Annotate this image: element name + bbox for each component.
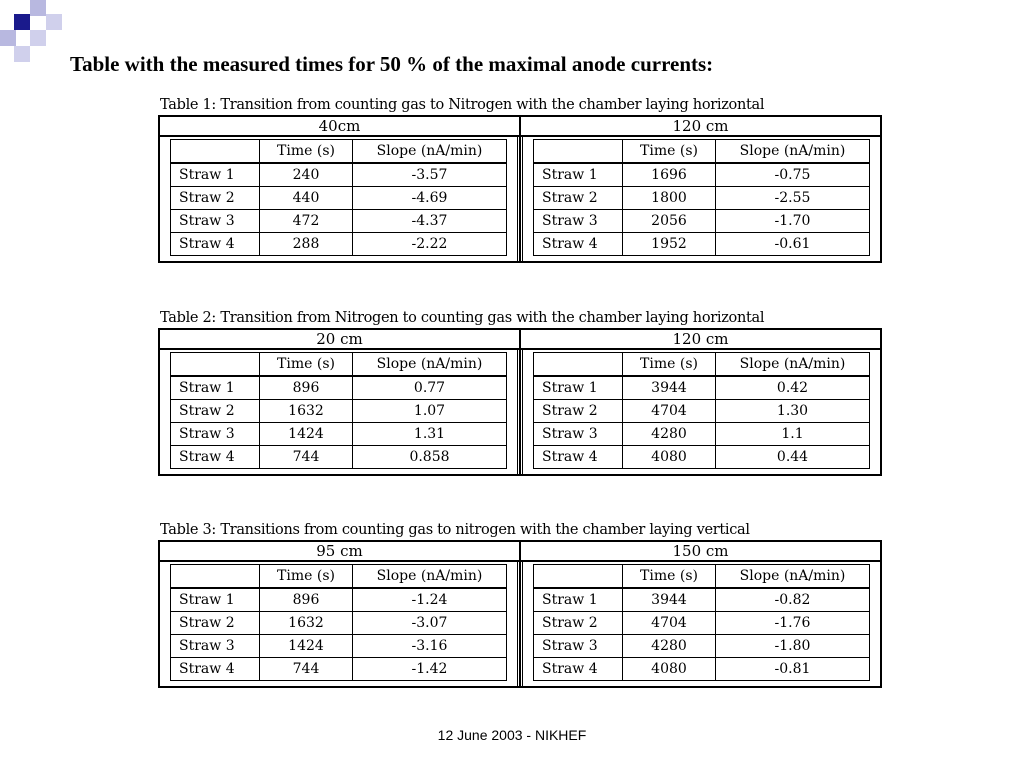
time-value: 440 [260,187,353,210]
column-header-label [534,353,623,377]
straw-label: Straw 1 [534,163,623,187]
table-row [171,446,507,469]
column-header-time: Time (s) [623,140,716,164]
table-row [534,423,870,446]
column-header-time: Time (s) [260,140,353,164]
column-header-slope: Slope (nA/min) [353,140,507,164]
straw-label: Straw 4 [534,233,623,256]
column-header-slope: Slope (nA/min) [353,565,507,589]
slope-value: -0.75 [716,163,870,187]
table-2 [158,308,882,476]
table-row [171,233,507,256]
measurement-table [533,352,870,469]
table-row [534,210,870,233]
corner-square [14,46,30,62]
slope-value: -3.07 [353,612,507,635]
time-value: 1424 [260,423,353,446]
time-value: 3944 [623,588,716,612]
straw-label: Straw 1 [534,588,623,612]
column-header-label [171,353,260,377]
column-header-row [534,353,870,377]
table-header-row [158,540,882,562]
table-row [171,400,507,423]
column-header-row [534,565,870,589]
straw-label: Straw 3 [534,210,623,233]
table-row [534,187,870,210]
table-header-row [158,115,882,137]
slope-value: 1.31 [353,423,507,446]
corner-square [0,30,16,46]
table-row [534,446,870,469]
time-value: 1424 [260,635,353,658]
time-value: 1952 [623,233,716,256]
column-header-label [171,565,260,589]
right-subtable [520,137,880,261]
straw-label: Straw 3 [534,423,623,446]
slide-footer: 12 June 2003 - NIKHEF [437,727,587,743]
straw-label: Straw 2 [534,187,623,210]
straw-label: Straw 4 [171,233,260,256]
straw-label: Straw 1 [171,588,260,612]
table-1 [158,95,882,263]
column-header-row [534,140,870,164]
table-caption: Table 1: Transition from counting gas to Nitrogen with the chamber laying horizontal [160,97,765,113]
table-row [534,233,870,256]
slide-title: Table with the measured times for 50 % of the maximal anode currents: [70,52,714,76]
column-header-row [171,353,507,377]
corner-square [46,14,62,30]
column-header-slope: Slope (nA/min) [353,353,507,377]
table-row [171,376,507,400]
slope-value: -1.42 [353,658,507,681]
straw-label: Straw 4 [534,658,623,681]
slope-value: -2.22 [353,233,507,256]
slope-value: -1.80 [716,635,870,658]
table-row [534,612,870,635]
left-header: 95 cm [316,542,363,560]
slope-value: 0.42 [716,376,870,400]
time-value: 4280 [623,423,716,446]
time-value: 4280 [623,635,716,658]
table-row [534,658,870,681]
left-subtable [160,137,520,261]
column-header-label [171,140,260,164]
column-header-time: Time (s) [623,353,716,377]
slope-value: -0.61 [716,233,870,256]
column-header-slope: Slope (nA/min) [716,565,870,589]
straw-label: Straw 1 [171,163,260,187]
corner-square [14,14,30,30]
time-value: 472 [260,210,353,233]
time-value: 1696 [623,163,716,187]
column-header-row [171,565,507,589]
table-body [158,137,882,263]
column-header-time: Time (s) [623,565,716,589]
table-row [171,635,507,658]
time-value: 896 [260,588,353,612]
column-header-time: Time (s) [260,565,353,589]
straw-label: Straw 3 [171,210,260,233]
left-header: 20 cm [316,330,363,348]
straw-label: Straw 4 [171,658,260,681]
table-body [158,350,882,476]
straw-label: Straw 1 [171,376,260,400]
measurement-table [533,564,870,681]
slope-value: -2.55 [716,187,870,210]
time-value: 1632 [260,612,353,635]
straw-label: Straw 2 [171,400,260,423]
slope-value: -1.70 [716,210,870,233]
slope-value: -1.76 [716,612,870,635]
time-value: 2056 [623,210,716,233]
straw-label: Straw 2 [171,187,260,210]
column-header-time: Time (s) [260,353,353,377]
table-row [534,376,870,400]
table-row [171,210,507,233]
table-caption: Table 2: Transition from Nitrogen to counting gas with the chamber laying horizontal [160,310,765,326]
time-value: 744 [260,446,353,469]
time-value: 240 [260,163,353,187]
slope-value: 1.30 [716,400,870,423]
straw-label: Straw 2 [534,400,623,423]
slope-value: 0.858 [353,446,507,469]
table-caption: Table 3: Transitions from counting gas to nitrogen with the chamber laying vertical [160,522,750,538]
measurement-table [170,352,507,469]
table-row [171,658,507,681]
slope-value: -0.82 [716,588,870,612]
table-row [534,635,870,658]
table-row [534,588,870,612]
table-3 [158,520,882,688]
time-value: 896 [260,376,353,400]
table-row [534,400,870,423]
column-header-label [534,140,623,164]
time-value: 4704 [623,612,716,635]
column-header-label [534,565,623,589]
slope-value: -4.69 [353,187,507,210]
right-subtable [520,562,880,686]
slope-value: -1.24 [353,588,507,612]
right-header: 150 cm [519,542,880,560]
table-row [171,187,507,210]
slope-value: 0.77 [353,376,507,400]
straw-label: Straw 3 [171,635,260,658]
table-row [171,588,507,612]
left-header: 40cm [318,117,361,135]
right-header: 120 cm [519,117,880,135]
left-subtable [160,350,520,474]
table-row [534,163,870,187]
slope-value: 1.07 [353,400,507,423]
time-value: 4080 [623,446,716,469]
table-header-row [158,328,882,350]
time-value: 4704 [623,400,716,423]
slope-value: 0.44 [716,446,870,469]
time-value: 1800 [623,187,716,210]
column-header-slope: Slope (nA/min) [716,353,870,377]
slope-value: -0.81 [716,658,870,681]
straw-label: Straw 2 [171,612,260,635]
time-value: 1632 [260,400,353,423]
straw-label: Straw 1 [534,376,623,400]
table-body [158,562,882,688]
straw-label: Straw 3 [171,423,260,446]
measurement-table [533,139,870,256]
slope-value: -3.57 [353,163,507,187]
table-row [171,423,507,446]
right-subtable [520,350,880,474]
time-value: 3944 [623,376,716,400]
time-value: 288 [260,233,353,256]
time-value: 4080 [623,658,716,681]
slope-value: -4.37 [353,210,507,233]
table-row [171,612,507,635]
corner-square [30,30,46,46]
measurement-table [170,139,507,256]
column-header-row [171,140,507,164]
straw-label: Straw 4 [171,446,260,469]
table-row [171,163,507,187]
left-subtable [160,562,520,686]
straw-label: Straw 4 [534,446,623,469]
measurement-table [170,564,507,681]
corner-square [30,0,46,16]
column-header-slope: Slope (nA/min) [716,140,870,164]
time-value: 744 [260,658,353,681]
straw-label: Straw 2 [534,612,623,635]
slope-value: 1.1 [716,423,870,446]
straw-label: Straw 3 [534,635,623,658]
slope-value: -3.16 [353,635,507,658]
right-header: 120 cm [519,330,880,348]
